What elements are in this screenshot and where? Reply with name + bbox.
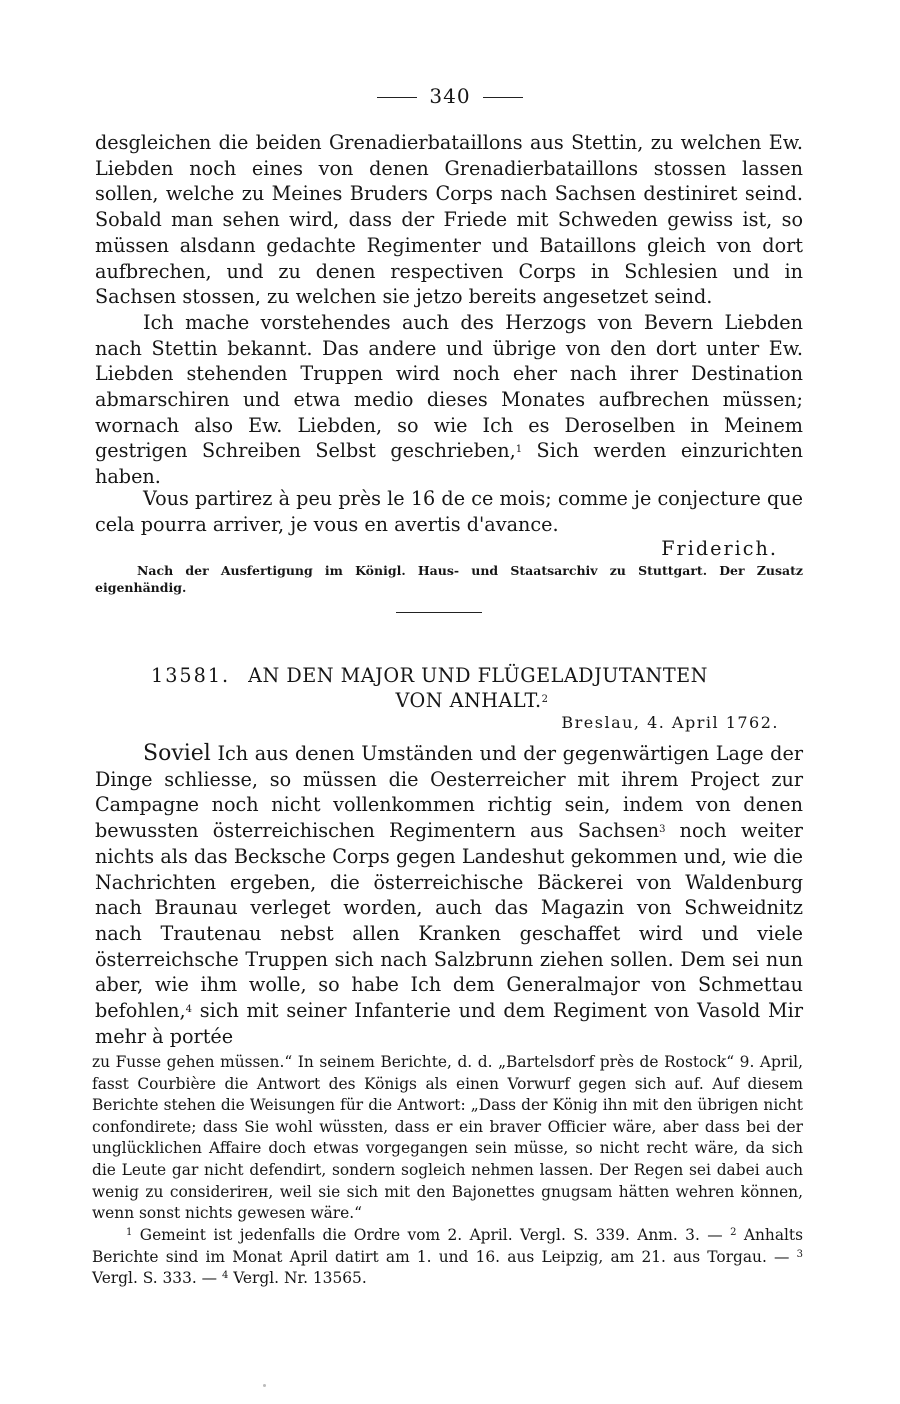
footnote-ref-3: 3	[659, 824, 666, 836]
footnote-list	[92, 1225, 803, 1290]
letter-paragraph	[95, 741, 803, 1049]
footnote-1-mark: 1	[126, 1227, 133, 1238]
footnote-continuation	[92, 1052, 803, 1225]
footnote-4-mark: 4	[221, 1270, 229, 1282]
letter-heading	[95, 663, 803, 713]
footnote-ref-4: 4	[185, 1004, 192, 1016]
letter-text-a: Ich aus denen Umständen und der gegenwärtigen Lage der Dinge schliesse, so müssen die Oesterreicher mit ihrem Project zur Campagne noch nicht vollenkommen richtig sein, indem von denen bewussten österreichischen Regimentern aus Sachsen	[95, 742, 803, 843]
header-dash-left	[377, 97, 417, 98]
letter-body	[95, 741, 803, 1049]
letter-recipient-name: VON ANHALT.	[395, 689, 542, 712]
footnote-2: Anhalts Berichte sind im Monat April datirt am 1. und 16. aus Leipzig, am 21. aus Torgau. —	[92, 1226, 803, 1266]
source-note: Nach der Ausfertigung im Königl. Haus- und Staatsarchiv zu Stuttgart. Der Zusatz eigenhändig.	[95, 563, 803, 595]
french-postscript: Vous partirez à peu près le 16 de ce mois; comme je conjecture que cela pourra arriver, je vous en avertis d'avance.	[95, 487, 803, 536]
footnote-ref-2: 2	[541, 694, 549, 705]
continued-letter-text	[95, 130, 803, 490]
letter-text-c: sich mit seiner Infanterie und dem Regiment von Vasold Mir mehr à portée	[95, 999, 803, 1048]
footnote-ref-1: 1	[515, 444, 523, 456]
continued-paragraph-2	[95, 310, 803, 490]
footnote-4: Vergl. Nr. 13565.	[228, 1269, 367, 1288]
header-dash-right	[483, 97, 523, 98]
footnote-3: Vergl. S. 333. —	[92, 1269, 218, 1288]
letter-number: 13581.	[151, 664, 231, 687]
footnote-3-mark: 3	[796, 1248, 803, 1260]
footnote-2-mark: 2	[730, 1227, 737, 1238]
section-divider	[396, 612, 482, 613]
footnote-1: Gemeint ist jedenfalls die Ordre vom 2. April. Vergl. S. 339. Anm. 3. —	[132, 1226, 723, 1244]
letter-date: Breslau, 4. April 1762.	[561, 713, 779, 732]
letter-text-b: noch weiter nichts als das Becksche Corps gegen Landeshut gekommen und, wie die Nachrichten ergeben, die österreichische Bäckerei von Waldenburg nach Braunau verleget worden, auch das Magazin von Schweidnitz nach Trautenau nebst allen Kranken geschaffet wird und viele österreichsche Truppen sich nach Salzbrunn ziehen sollen. Dem sei nun aber, wie ihm wolle, so habe Ich dem Generalmajor von Schmettau befohlen,	[95, 819, 803, 1023]
signature: Friderich.	[661, 537, 778, 560]
letter-heading-line-2	[95, 688, 803, 713]
footnotes	[92, 1225, 803, 1290]
letter-recipient: AN DEN MAJOR UND FLÜGELADJUTANTEN	[248, 664, 708, 687]
scan-speck	[263, 1384, 266, 1387]
paragraph-2-text: Ich mache vorstehendes auch des Herzogs von Bevern Liebden nach Stettin bekannt. Das andere und übrige von den dort unter Ew. Liebden stehenden Truppen wird noch eher nach ihrer Destination abmarschiren und etwa medio dieses Monates aufbrechen müssen; wornach also Ew. Liebden, so wie Ich es Deroselben in Meinem gestrigen Schreiben Selbst geschrieben,	[95, 310, 803, 463]
page-header	[0, 84, 900, 108]
letter-first-word: Soviel	[143, 741, 211, 766]
page-number: 340	[429, 84, 471, 108]
footnote-continuation-text: zu Fusse gehen müssen.“ In seinem Berichte, d. d. „Bartelsdorf près de Rostock“ 9. April, fasst Courbière die Antwort des Königs als einen Vorwurf gegen sich auf. Auf diesem Berichte stehen die Weisungen für die Antwort: „Dass der König ihn mit den übrigen nicht confondirete; dass Sie wohl wüssten, dass er ein braver Officier wäre, aber dass bei der unglücklichen Affaire doch etwas vorgegangen sein müsse, so nicht recht wäre, da sich die Leute gar nicht defendirt, sondern sogleich nehmen lassen. Der Regen sei dabei auch wenig zu considerirен, weil sie sich mit den Bajonettes gnugsam hätten wehren können, wenn sonst nichts gewesen wäre.“	[92, 1053, 803, 1223]
paragraph-2-end: Sich werden einzurichten haben.	[95, 439, 803, 489]
letter-heading-line-1	[95, 663, 803, 688]
continued-paragraph-1: desgleichen die beiden Grenadierbataillons aus Stettin, zu welchen Ew. Liebden noch eines von denen Grenadierbataillons stossen lassen sollen, welche zu Meines Bruders Corps nach Sachsen destiniret seind. Sobald man sehen wird, dass der Friede mit Schweden gewiss ist, so müssen alsdann gedachte Regimenter und Bataillons gleich von dort aufbrechen, und zu denen respectiven Corps in Schlesien und in Sachsen stossen, zu welchen sie jetzo bereits angesetzet seind.	[95, 131, 803, 309]
